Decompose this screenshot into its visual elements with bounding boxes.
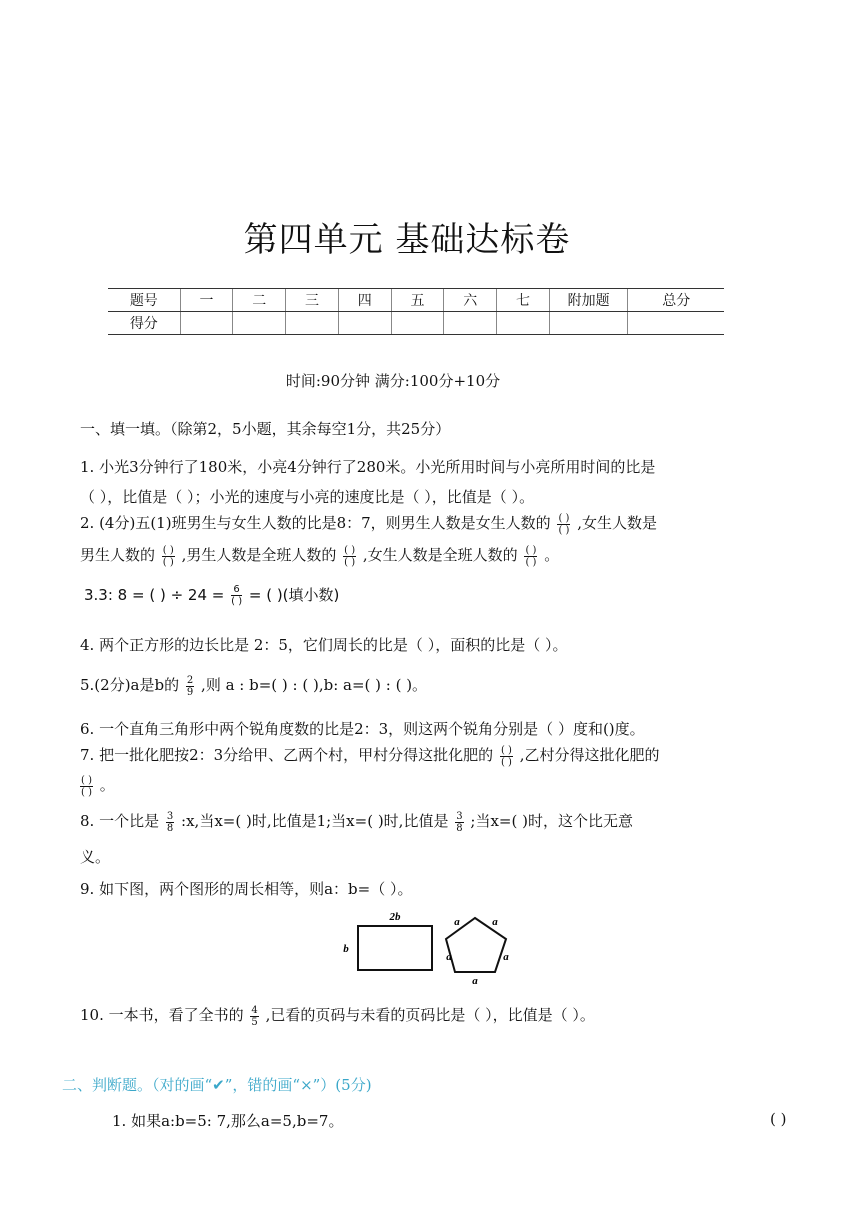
- answer-paren[interactable]: ( ): [770, 1110, 787, 1128]
- q7-text: 。: [99, 776, 115, 794]
- q8-text: 8. 一个比是: [80, 812, 160, 830]
- score-cell[interactable]: [391, 312, 444, 335]
- score-cell[interactable]: [233, 312, 286, 335]
- rect-top-label: 2b: [389, 911, 401, 923]
- score-header-cell: 二: [233, 289, 286, 312]
- score-cell[interactable]: [497, 312, 550, 335]
- q2-text: ,女生人数是: [577, 514, 657, 532]
- blank-fraction[interactable]: $\frac{( )}{( )}$: [344, 544, 356, 568]
- fraction-6-over-blank[interactable]: $\frac{6}{( )}$: [231, 584, 243, 607]
- fraction-3-over-8: $\frac{3}{8}$: [456, 810, 463, 834]
- page-title: 第四单元 基础达标卷: [243, 220, 571, 260]
- score-header-cell: 题号: [108, 289, 180, 312]
- question-1-line-1: 1. 小光3分钟行了180米，小亮4分钟行了280米。小光所用时间与小亮所用时间的比是: [80, 458, 656, 476]
- q5-text: ,则 a : b=( ) : ( ),b: a=( ) : ( )。: [201, 676, 428, 694]
- q3-text: = ( )(填小数): [248, 586, 340, 604]
- score-row-label: 得分: [108, 312, 180, 335]
- score-cell[interactable]: [549, 312, 628, 335]
- score-header-cell: 附加题: [549, 289, 628, 312]
- score-header-cell: 一: [180, 289, 233, 312]
- score-cell[interactable]: [338, 312, 391, 335]
- question-7-line-2: [80, 774, 115, 798]
- q8-text: :x,当x=( )时,比值是1;当x=( )时,比值是: [181, 812, 449, 830]
- q3-text: 3.3: 8 = ( ) ÷ 24 =: [84, 586, 225, 604]
- score-table-header-row: [108, 289, 724, 312]
- question-1-line-2: （ ），比值是（ ）；小光的速度与小亮的速度比是（ ），比值是（ ）。: [80, 488, 535, 506]
- question-2-line-2: [80, 544, 559, 568]
- question-4: 4. 两个正方形的边长比是 2：5，它们周长的比是（ ），面积的比是（ ）。: [80, 636, 568, 654]
- exam-meta: 时间:90分钟 满分:100分+10分: [285, 372, 501, 390]
- q5-text: 5.(2分)a是b的: [80, 676, 180, 694]
- fraction-2-over-9: $\frac{2}{9}$: [186, 674, 194, 698]
- fraction-4-over-5: $\frac{4}{5}$: [251, 1004, 258, 1028]
- q10-text: ,已看的页码与未看的页码比是（ ），比值是（ ）。: [265, 1006, 595, 1024]
- blank-fraction[interactable]: $\frac{( )}{( )}$: [558, 512, 570, 536]
- question-2-line-1: [80, 512, 657, 536]
- question-3: [84, 584, 339, 607]
- blank-fraction[interactable]: $\frac{( )}{( )}$: [500, 744, 512, 768]
- score-header-cell: 五: [391, 289, 444, 312]
- blank-fraction[interactable]: $\frac{( )}{( )}$: [525, 544, 537, 568]
- score-cell[interactable]: [628, 312, 724, 335]
- score-table-score-row: [108, 312, 724, 335]
- question-5: [80, 674, 427, 698]
- q2-text: ,女生人数是全班人数的: [362, 546, 518, 564]
- score-table: [108, 288, 724, 335]
- question-10: [80, 1004, 595, 1028]
- section1-heading: 一、填一填。（除第2，5小题，其余每空1分，共25分）: [80, 420, 451, 438]
- q2-text: ,男生人数是全班人数的: [181, 546, 337, 564]
- perimeter-figure: [340, 908, 520, 988]
- blank-fraction[interactable]: $\frac{( )}{( )}$: [81, 774, 92, 798]
- question-8-line-2: 义。: [80, 848, 111, 866]
- section2-heading: 二、判断题。（对的画“✔”，错的画“×”）(5分): [62, 1076, 372, 1094]
- score-header-cell: 六: [444, 289, 497, 312]
- score-header-cell: 三: [286, 289, 339, 312]
- pent-side-label: a: [446, 951, 452, 963]
- rectangle-shape: [358, 926, 432, 970]
- q10-text: 10. 一本书，看了全书的: [80, 1006, 244, 1024]
- question-9: 9. 如下图，两个图形的周长相等，则a：b=（ ）。: [80, 880, 413, 898]
- q7-text: ,乙村分得这批化肥的: [519, 746, 660, 764]
- score-cell[interactable]: [286, 312, 339, 335]
- q2-text: 。: [544, 546, 560, 564]
- question-7-line-1: [80, 744, 660, 768]
- fraction-3-over-8: $\frac{3}{8}$: [166, 810, 174, 834]
- pent-side-label: a: [503, 951, 509, 963]
- score-header-cell: 七: [497, 289, 550, 312]
- score-cell[interactable]: [180, 312, 233, 335]
- question-8-line-1: [80, 810, 633, 834]
- question-6: 6. 一个直角三角形中两个锐角度数的比是2：3，则这两个锐角分别是（ ）度和()度。: [80, 720, 645, 738]
- pent-side-label: a: [492, 916, 498, 928]
- q2-text: 男生人数的: [80, 546, 156, 564]
- pent-side-label: a: [472, 975, 478, 987]
- q7-text: 7. 把一批化肥按2：3分给甲、乙两个村，甲村分得这批化肥的: [80, 746, 494, 764]
- judge-question-1: 1. 如果a:b=5: 7,那么a=5,b=7。: [112, 1112, 344, 1130]
- q2-text: 2. (4分)五(1)班男生与女生人数的比是8：7，则男生人数是女生人数的: [80, 514, 551, 532]
- rect-side-label: b: [343, 943, 349, 955]
- pent-side-label: a: [454, 916, 460, 928]
- score-cell[interactable]: [444, 312, 497, 335]
- score-header-cell: 四: [338, 289, 391, 312]
- score-header-cell: 总分: [628, 289, 724, 312]
- q8-text: ;当x=( )时，这个比无意: [470, 812, 633, 830]
- blank-fraction[interactable]: $\frac{( )}{( )}$: [162, 544, 174, 568]
